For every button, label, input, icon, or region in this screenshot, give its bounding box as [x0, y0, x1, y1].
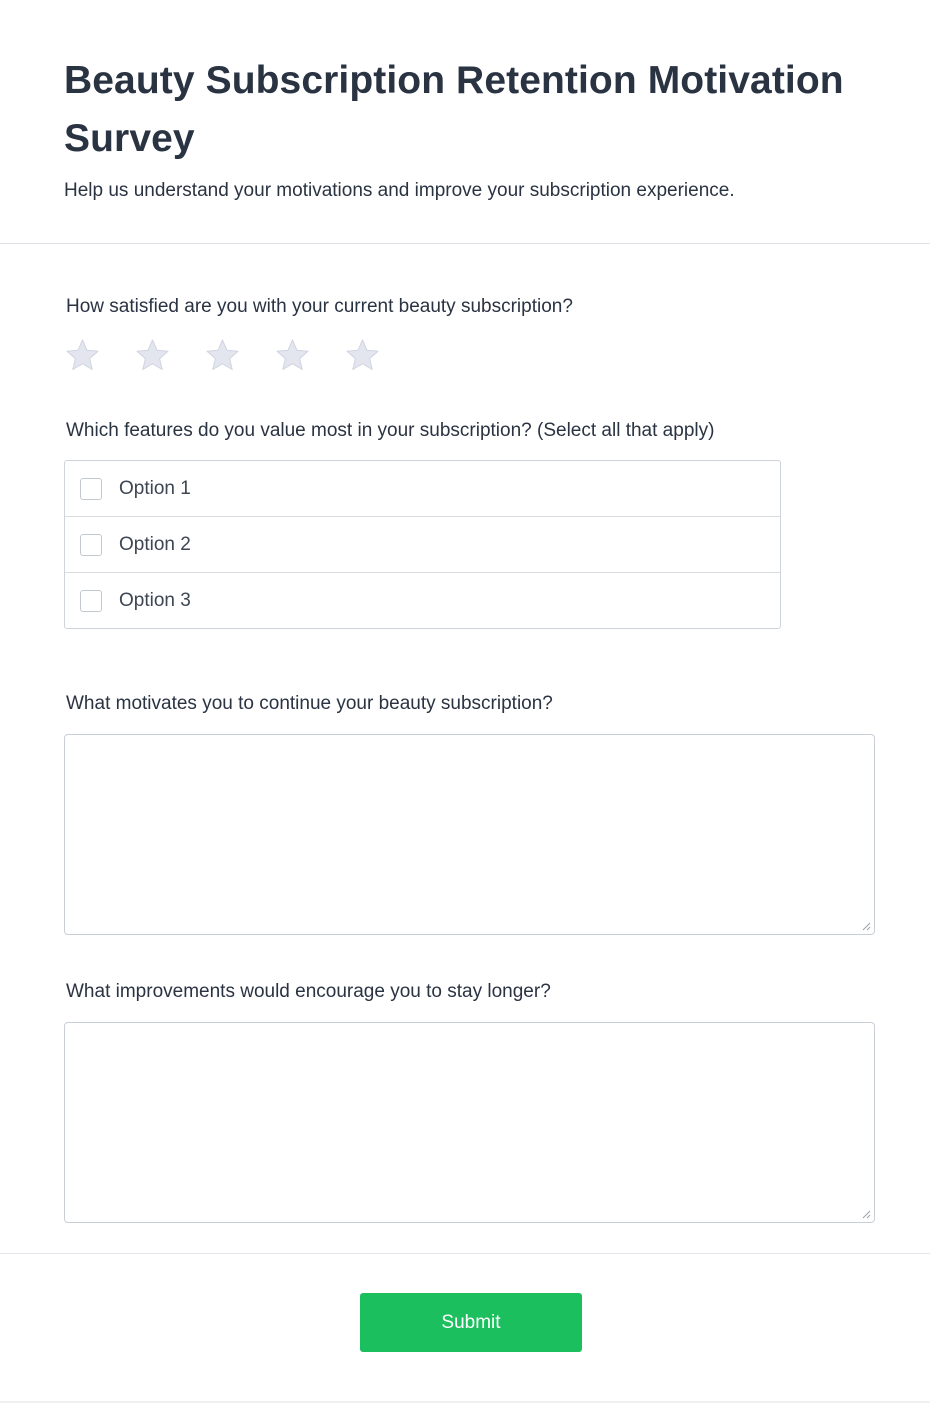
feature-option-2-label[interactable]: Option 2	[119, 533, 191, 555]
star-3-icon[interactable]	[204, 337, 241, 374]
improvements-question-label: What improvements would encourage you to stay longer?	[66, 981, 551, 1002]
feature-option-2-checkbox[interactable]	[80, 534, 102, 556]
submit-button[interactable]: Submit	[360, 1293, 582, 1352]
feature-option-3[interactable]	[65, 572, 780, 628]
satisfaction-star-rating	[64, 337, 381, 374]
feature-option-1-label[interactable]: Option 1	[119, 477, 191, 499]
features-checkbox-group	[64, 460, 781, 629]
feature-option-2[interactable]	[65, 516, 780, 572]
star-5-icon[interactable]	[344, 337, 381, 374]
feature-option-1[interactable]	[65, 461, 780, 516]
feature-option-3-checkbox[interactable]	[80, 590, 102, 612]
feature-option-1-checkbox[interactable]	[80, 478, 102, 500]
survey-body	[0, 244, 930, 1252]
improvements-textarea[interactable]	[64, 1022, 875, 1223]
page-subtitle: Help us understand your motivations and improve your subscription experience.	[64, 180, 735, 201]
motivation-textarea[interactable]	[64, 734, 875, 935]
motivation-question-label: What motivates you to continue your beauty subscription?	[66, 693, 553, 714]
satisfaction-question-label: How satisfied are you with your current beauty subscription?	[66, 296, 573, 317]
survey-header	[0, 0, 930, 244]
improvements-resize-handle-icon[interactable]	[862, 1210, 871, 1219]
motivation-resize-handle-icon[interactable]	[862, 922, 871, 931]
star-1-icon[interactable]	[64, 337, 101, 374]
star-2-icon[interactable]	[134, 337, 171, 374]
survey-footer	[0, 1253, 930, 1403]
features-question-label: Which features do you value most in your subscription? (Select all that apply)	[66, 420, 715, 441]
feature-option-3-label[interactable]: Option 3	[119, 589, 191, 611]
star-4-icon[interactable]	[274, 337, 311, 374]
page-title: Beauty Subscription Retention Motivation Survey	[64, 59, 844, 160]
